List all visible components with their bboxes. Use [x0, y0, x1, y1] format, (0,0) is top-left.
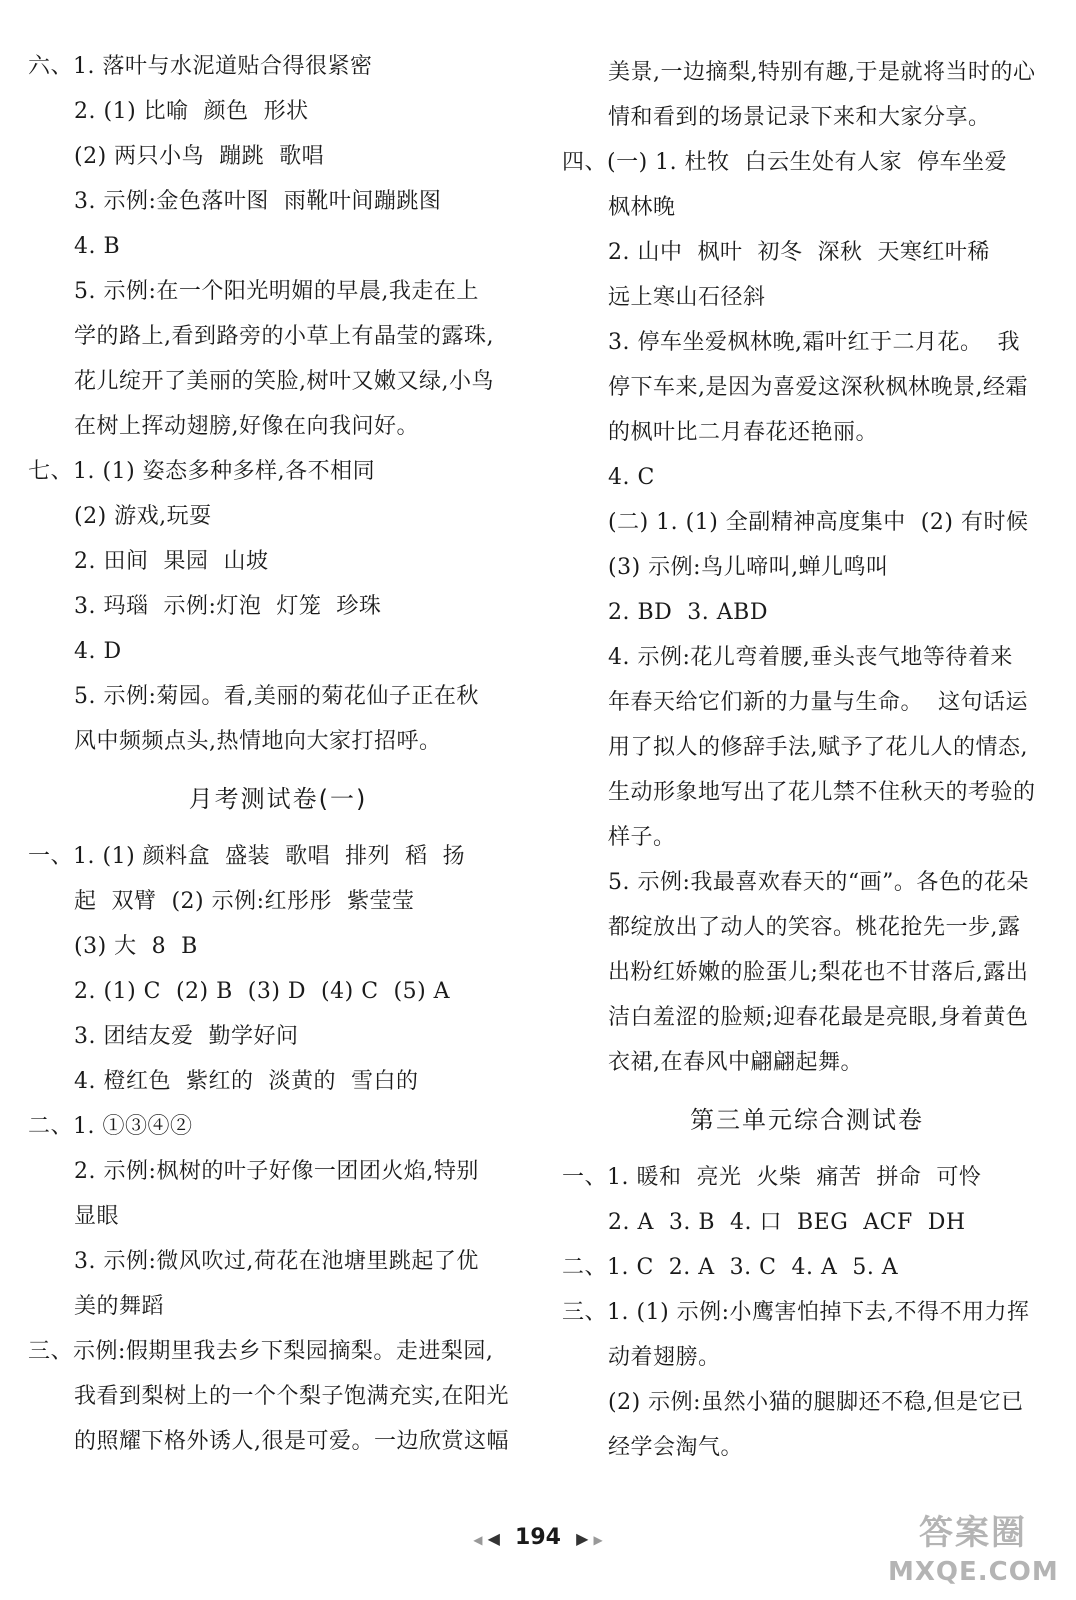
- answer-line: (2) 游戏,玩耍: [74, 504, 212, 529]
- answer-line: 三、示例:假期里我去乡下梨园摘梨。走进梨园,: [28, 1339, 494, 1364]
- answer-line: 六、1. 落叶与水泥道贴合得很紧密: [28, 54, 373, 79]
- answer-line: 三、1. (1) 示例:小鹰害怕掉下去,不得不用力挥: [562, 1300, 1030, 1325]
- watermark-top-text: 答案圈: [919, 1513, 1027, 1553]
- answer-line: 3. 玛瑙 示例:灯泡 灯笼 珍珠: [74, 594, 382, 619]
- answer-line: (2) 两只小鸟 蹦跳 歌唱: [74, 144, 325, 169]
- answer-line: 二、1. C 2. A 3. C 4. A 5. A: [562, 1255, 899, 1280]
- answer-line: 2. A 3. B 4. 口 BEG ACF DH: [608, 1210, 966, 1235]
- answer-line: 动着翅膀。: [608, 1345, 721, 1370]
- answer-line: 学的路上,看到路旁的小草上有晶莹的露珠,: [74, 324, 494, 349]
- answer-line: 3. 示例:微风吹过,荷花在池塘里跳起了优: [74, 1249, 479, 1274]
- answer-line: 七、1. (1) 姿态多种多样,各不相同: [28, 459, 376, 484]
- section-title: 月考测试卷(一): [188, 785, 368, 813]
- answer-line: 年春天给它们新的力量与生命。 这句话运: [608, 690, 1028, 715]
- answer-line: 4. C: [608, 465, 655, 490]
- answer-line: 3. 团结友爱 勤学好问: [74, 1024, 299, 1049]
- answer-line: 的枫叶比二月春花还艳丽。: [608, 420, 879, 445]
- answer-line: 远上寒山石径斜: [608, 285, 766, 310]
- answer-line: 2. 田间 果园 山坡: [74, 549, 269, 574]
- answer-line: (3) 大 8 B: [74, 934, 198, 959]
- answer-line: (3) 示例:鸟儿啼叫,蝉儿鸣叫: [608, 555, 889, 580]
- next-small-arrow-icon[interactable]: ▶: [593, 1533, 603, 1547]
- answer-line: 经学会淘气。: [608, 1435, 744, 1460]
- answer-line: (2) 示例:虽然小猫的腿脚还不稳,但是它已: [608, 1390, 1024, 1415]
- next-arrow-icon[interactable]: ▶: [576, 1529, 589, 1548]
- answer-line: 5. 示例:我最喜欢春天的“画”。各色的花朵: [608, 870, 1029, 895]
- answer-line: 2. 示例:枫树的叶子好像一团团火焰,特别: [74, 1159, 479, 1184]
- answer-line: 我看到梨树上的一个个梨子饱满充实,在阳光: [74, 1384, 509, 1409]
- answer-line: 5. 示例:菊园。看,美丽的菊花仙子正在秋: [74, 684, 479, 709]
- answer-line: 3. 示例:金色落叶图 雨靴叶间蹦跳图: [74, 189, 442, 214]
- answer-line: 4. 橙红色 紫红的 淡黄的 雪白的: [74, 1069, 419, 1094]
- right-column: [562, 50, 1052, 1470]
- answer-line: 5. 示例:在一个阳光明媚的早晨,我走在上: [74, 279, 479, 304]
- answer-line: 洁白羞涩的脸颊;迎春花最是亮眼,身着黄色: [608, 1005, 1029, 1030]
- left-column: [28, 44, 528, 1464]
- answer-line: 花儿绽开了美丽的笑脸,树叶又嫩又绿,小鸟: [74, 369, 494, 394]
- answer-line: 美景,一边摘梨,特别有趣,于是就将当时的心: [608, 60, 1036, 85]
- answer-line: 2. BD 3. ABD: [608, 600, 768, 625]
- answer-line: 在树上挥动翅膀,好像在向我问好。: [74, 414, 419, 439]
- answer-line: 4. D: [74, 639, 122, 664]
- prev-arrow-icon[interactable]: ◀: [487, 1529, 500, 1548]
- answer-line: 的照耀下格外诱人,很是可爱。一边欣赏这幅: [74, 1429, 509, 1454]
- answer-line: 停下车来,是因为喜爱这深秋枫林晚景,经霜: [608, 375, 1028, 400]
- answer-line: 2. (1) 比喻 颜色 形状: [74, 99, 309, 124]
- answer-line: 显眼: [74, 1204, 120, 1229]
- answer-line: 风中频频点头,热情地向大家打招呼。: [74, 729, 442, 754]
- answer-line: 枫林晚: [608, 195, 676, 220]
- answer-line: 2. 山中 枫叶 初冬 深秋 天寒红叶稀: [608, 240, 990, 265]
- answer-line: 起 双臂 (2) 示例:红彤彤 紫莹莹: [74, 889, 415, 914]
- answer-line: 衣裙,在春风中翩翩起舞。: [608, 1050, 863, 1075]
- answer-line: 4. B: [74, 234, 121, 259]
- answer-line: 美的舞蹈: [74, 1294, 165, 1319]
- answer-line: 二、1. ①③④②: [28, 1114, 193, 1139]
- prev-small-arrow-icon[interactable]: ◀: [473, 1533, 483, 1547]
- answer-line: 4. 示例:花儿弯着腰,垂头丧气地等待着来: [608, 645, 1013, 670]
- answer-line: 用了拟人的修辞手法,赋予了花儿人的情态,: [608, 735, 1028, 760]
- answer-line: 样子。: [608, 825, 676, 850]
- watermark-logo: [888, 1510, 1058, 1592]
- section-title: 第三单元综合测试卷: [690, 1106, 924, 1134]
- page-number: 194: [515, 1525, 561, 1550]
- watermark-bottom-text: MXQE.COM: [888, 1557, 1059, 1587]
- answer-line: 都绽放出了动人的笑容。桃花抢先一步,露: [608, 915, 1021, 940]
- answer-line: 情和看到的场景记录下来和大家分享。: [608, 105, 991, 130]
- answer-line: 一、1. (1) 颜料盒 盛装 歌唱 排列 稻 扬: [28, 844, 466, 869]
- answer-line: (二) 1. (1) 全副精神高度集中 (2) 有时候: [608, 510, 1029, 535]
- answer-line: 3. 停车坐爱枫林晚,霜叶红于二月花。 我: [608, 330, 1020, 355]
- answer-line: 一、1. 暖和 亮光 火柴 痛苦 拼命 可怜: [562, 1165, 982, 1190]
- answer-line: 四、(一) 1. 杜牧 白云生处有人家 停车坐爱: [562, 150, 1008, 175]
- answer-line: 2. (1) C (2) B (3) D (4) C (5) A: [74, 979, 451, 1004]
- answer-line: 生动形象地写出了花儿禁不住秋天的考验的: [608, 780, 1036, 805]
- answer-line: 出粉红娇嫩的脸蛋儿;梨花也不甘落后,露出: [608, 960, 1029, 985]
